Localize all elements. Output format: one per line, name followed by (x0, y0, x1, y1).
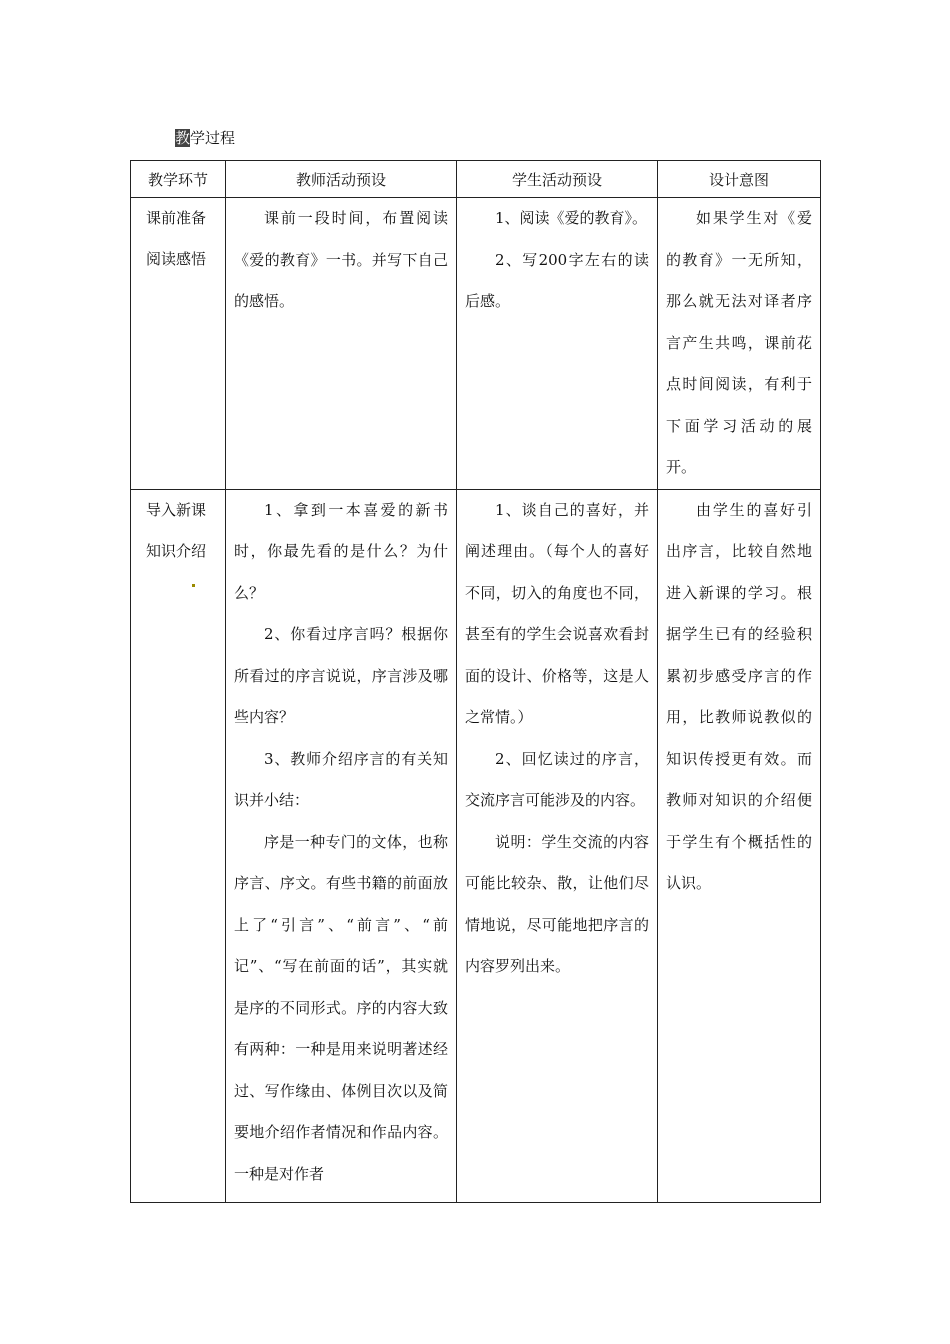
stage-line: 课前准备 (146, 209, 207, 227)
intent-cell (658, 198, 821, 490)
teacher-paragraph: 2、你看过序言吗？根据你所看过的序言说说，序言涉及哪些内容？ (234, 625, 448, 726)
table-row (131, 198, 821, 490)
student-cell (457, 198, 658, 490)
student-paragraph: 2、回忆读过的序言，交流序言可能涉及的内容。 (465, 749, 649, 809)
stage-cell (131, 198, 226, 490)
student-paragraph: 说明：学生交流的内容可能比较杂、散，让他们尽情地说，尽可能地把序言的内容罗列出来。 (465, 832, 649, 975)
table-header-row (131, 161, 821, 198)
title-first-char: 教 (175, 129, 191, 147)
teacher-cell (226, 489, 457, 1202)
teacher-cell (226, 198, 457, 490)
page-title (175, 128, 235, 148)
intent-paragraph: 由学生的喜好引出序言，比较自然地进入新课的学习。根据学生已有的经验积累初步感受序言的作用，比教师说教似的知识传授更有效。而教师对知识的介绍便于学生有个概括性的认识。 (666, 500, 812, 892)
stage-line: 知识介绍 (146, 541, 207, 560)
stage-cell (131, 489, 226, 1202)
student-paragraph: 1、阅读《爱的教育》。 (495, 209, 648, 227)
header-stage: 教学环节 (131, 161, 226, 198)
student-paragraph: 1、谈自己的喜好，并阐述理由。（每个人的喜好不同，切入的角度也不同，甚至有的学生会说喜欢看封面的设计、价格等，这是人之常情。） (465, 500, 649, 726)
student-paragraph: 2、写200字左右的读后感。 (465, 250, 649, 310)
stage-line: 阅读感悟 (146, 250, 207, 268)
title-rest: 学过程 (190, 129, 236, 147)
header-student: 学生活动预设 (457, 161, 658, 198)
stage-line: 导入新课 (146, 500, 207, 519)
teacher-paragraph: 序是一种专门的文体，也称序言、序文。有些书籍的前面放上了“引言”、“前言”、“前记”、“写在前面的话”，其实就是序的不同形式。序的内容大致有两种：一种是用来说明著述经过、写作缘由、体例目次以及简要地介绍作者情况和作品内容。一种是对作者 (234, 832, 448, 1183)
teaching-process-table (130, 160, 821, 1203)
intent-paragraph: 如果学生对《爱的教育》一无所知，那么就无法对译者序言产生共鸣，课前花点时间阅读，有利于下面学习活动的展开。 (666, 209, 812, 476)
dot-mark (192, 584, 195, 587)
teacher-paragraph: 1、拿到一本喜爱的新书时，你最先看的是什么？为什么？ (234, 500, 448, 602)
table-row (131, 489, 821, 1202)
teacher-paragraph: 课前一段时间，布置阅读《爱的教育》一书。并写下自己的感悟。 (234, 209, 448, 310)
student-cell (457, 489, 658, 1202)
header-intent: 设计意图 (658, 161, 821, 198)
header-teacher: 教师活动预设 (226, 161, 457, 198)
teacher-paragraph: 3、教师介绍序言的有关知识并小结： (234, 749, 448, 809)
intent-cell (658, 489, 821, 1202)
